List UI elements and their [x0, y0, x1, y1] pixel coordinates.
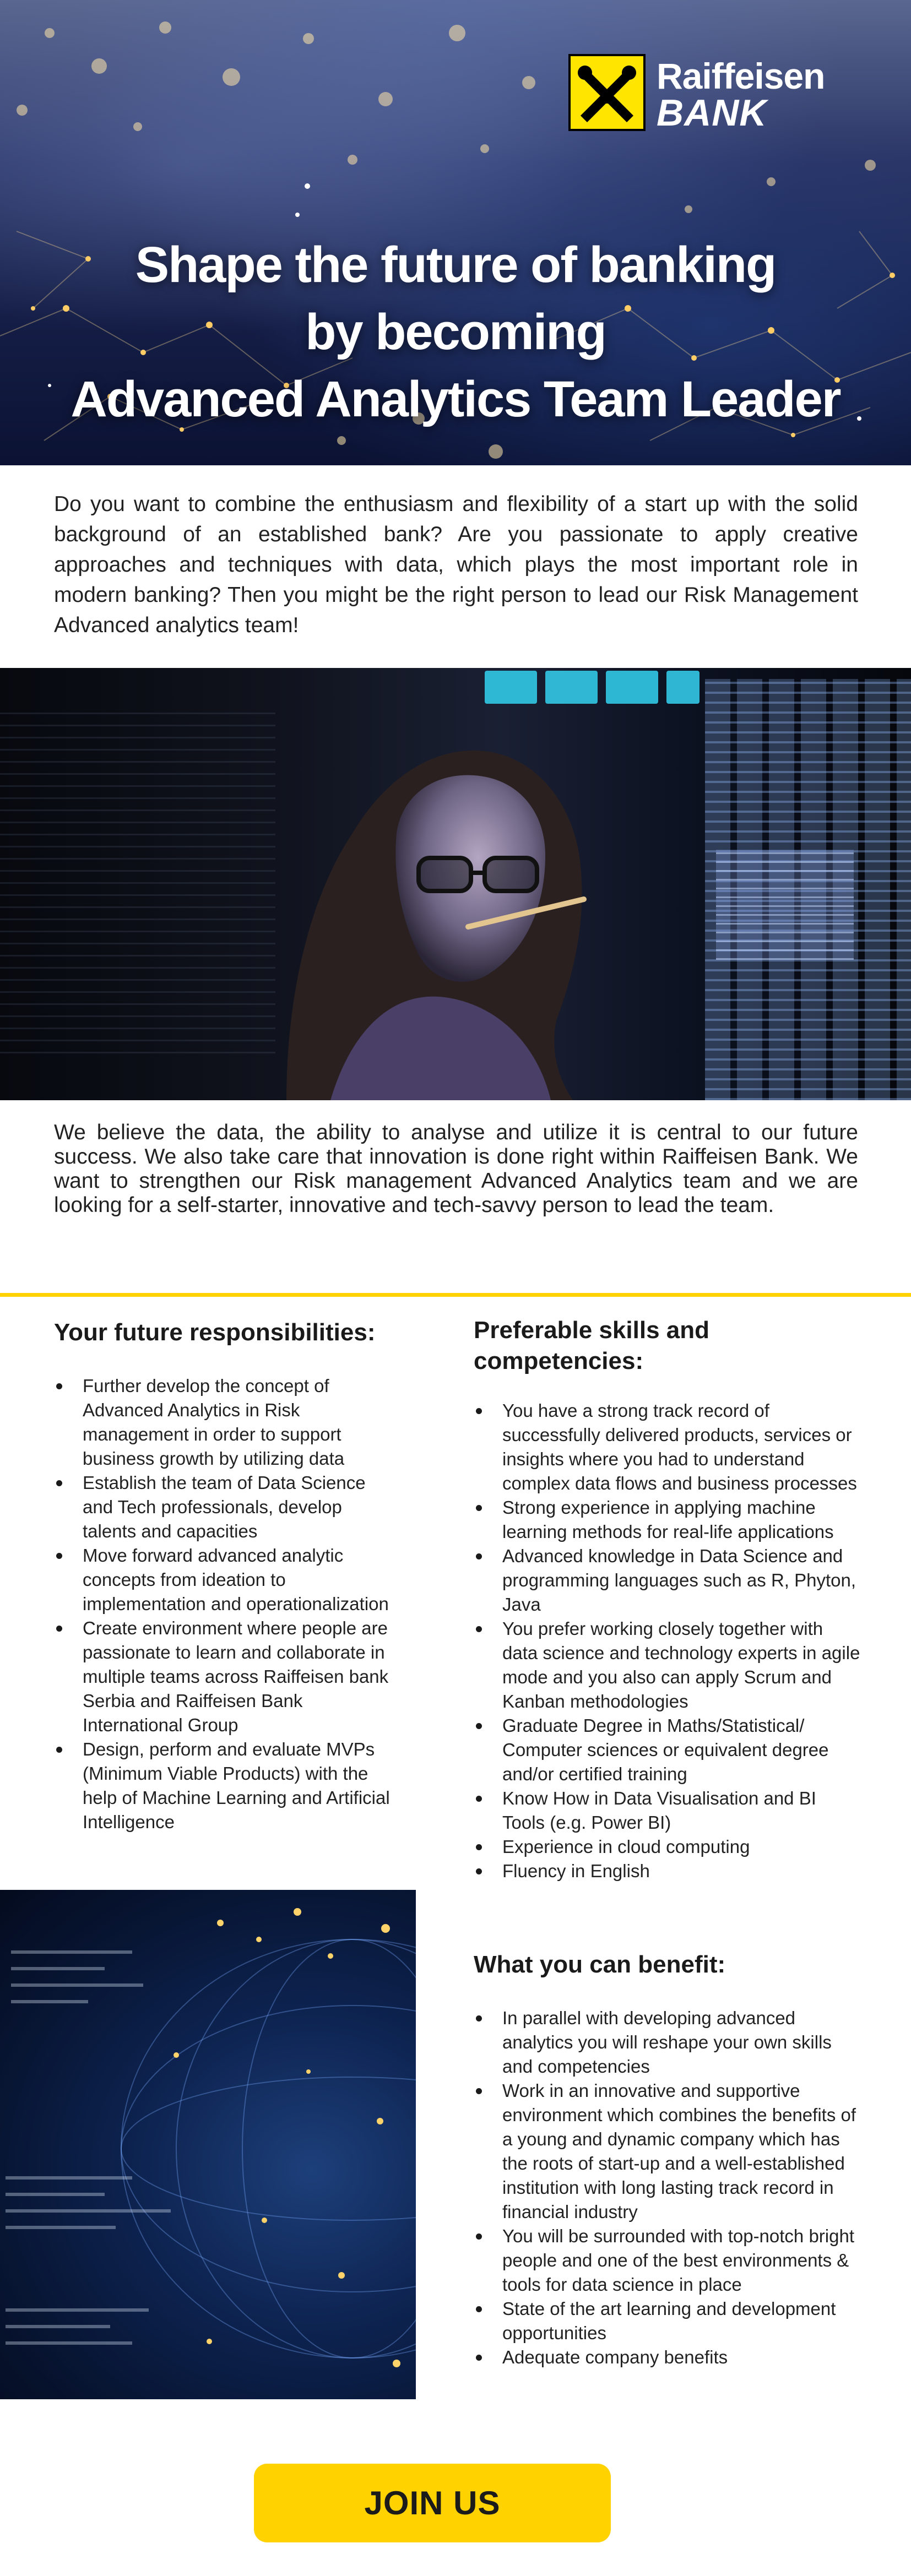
list-item: Advanced knowledge in Data Science and programming languages such as R, Phyton, Java	[475, 1544, 860, 1617]
list-item: Work in an innovative and supportive environment which combines the benefits of a young and dynamic company which has the roots of start-up and a well-established institution with long lasting track record in financial industry	[475, 2079, 860, 2224]
hero-title-line: by becoming	[305, 304, 606, 360]
list-item: Establish the team of Data Science and Tech professionals, develop talents and capacities	[55, 1471, 391, 1544]
mission-paragraph: We believe the data, the ability to analyse and utilize it is central to our future success. We also take care that innovation is done right within Raiffeisen Bank. We want to strengthen our Risk management Advanced Analytics team and we are looking for a self-starter, innovative and tech-savvy person to lead the team.	[54, 1121, 858, 1217]
hero-title-line: Shape the future of banking	[135, 237, 776, 293]
responsibilities-heading: Your future responsibilities:	[54, 1319, 376, 1346]
list-item: Know How in Data Visualisation and BI Tools (e.g. Power BI)	[475, 1786, 860, 1835]
list-item: Experience in cloud computing	[475, 1835, 860, 1859]
list-item: State of the art learning and development opportunities	[475, 2297, 860, 2345]
skills-heading-line: Preferable skills and	[474, 1317, 709, 1344]
benefits-heading: What you can benefit:	[474, 1951, 726, 1978]
analyst-photo	[0, 668, 911, 1100]
brand-subname: BANK	[657, 92, 767, 134]
list-item: Design, perform and evaluate MVPs (Minimum Viable Products) with the help of Machine Learning and Artificial Intelligence	[55, 1737, 391, 1834]
brand-name: Raiffeisen	[657, 56, 825, 96]
list-item: Further develop the concept of Advanced Analytics in Risk management in order to support business growth by utilizing data	[55, 1374, 391, 1471]
intro-paragraph: Do you want to combine the enthusiasm and flexibility of a start up with the solid background of an established bank? Are you passionate to apply creative approaches and techniques with data, which plays the most important role in modern banking? Then you might be the right person to lead our Risk Management Advanced analytics team!	[54, 492, 858, 637]
benefits-list	[475, 2006, 860, 2370]
list-item: Strong experience in applying machine learning methods for real-life applications	[475, 1496, 860, 1544]
hero-title-line: Advanced Analytics Team Leader	[71, 371, 840, 427]
list-item: You prefer working closely together with data science and technology experts in agile mode and you also can apply Scrum and Kanban methodologies	[475, 1617, 860, 1714]
responsibilities-list	[55, 1374, 391, 1834]
list-item: Adequate company benefits	[475, 2345, 860, 2370]
join-us-button[interactable]: JOIN US	[254, 2464, 611, 2542]
list-item: In parallel with developing advanced analytics you will reshape your own skills and competencies	[475, 2006, 860, 2079]
skills-heading-line: competencies:	[474, 1347, 644, 1374]
list-item: Move forward advanced analytic concepts from ideation to implementation and operationalization	[55, 1544, 391, 1616]
list-item: Fluency in English	[475, 1859, 860, 1883]
hero-title	[0, 231, 911, 433]
raiffeisen-cross-icon	[568, 54, 646, 131]
raiffeisen-logo	[568, 54, 860, 137]
list-item: Graduate Degree in Maths/Statistical/ Computer sciences or equivalent degree and/or certified training	[475, 1714, 860, 1786]
list-item: You will be surrounded with top-notch bright people and one of the best environments & tools for data science in place	[475, 2224, 860, 2297]
yellow-divider	[0, 1293, 911, 1297]
woman-silhouette-graphic	[0, 668, 911, 1100]
skills-list	[475, 1399, 860, 1883]
list-item: Create environment where people are passionate to learn and collaborate in multiple teams across Raiffeisen bank Serbia and Raiffeisen Bank International Group	[55, 1616, 391, 1737]
list-item: You have a strong track record of successfully delivered products, services or insights where you had to understand complex data flows and business processes	[475, 1399, 860, 1496]
skills-heading	[474, 1315, 859, 1377]
data-globe-photo	[0, 1890, 416, 2399]
hero-banner	[0, 0, 911, 465]
